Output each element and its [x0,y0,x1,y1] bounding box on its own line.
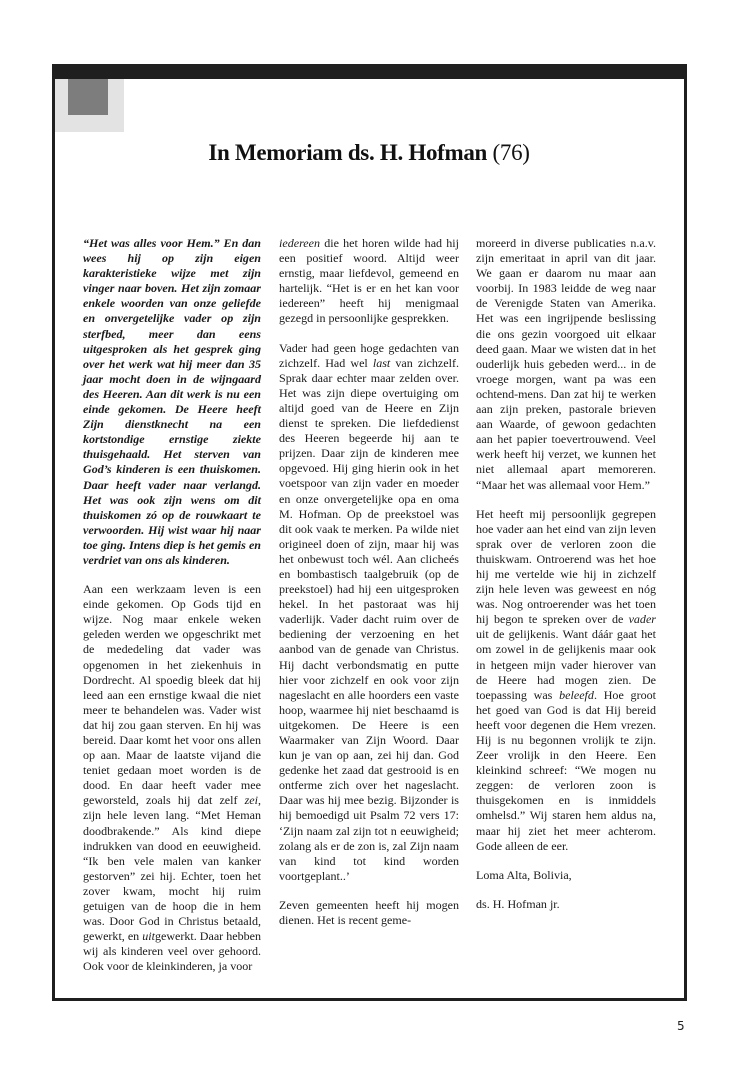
text-run: uit de gelijkenis. Want dáár gaat het om zowel in de gelijkenis maar ook in hetgeen mijn vader hierover van de Heere had mogen zien. De toepassing was [476,627,656,702]
emphasis: beleefd [559,687,594,702]
text-run: . Hoe groot het goed van God is dat Hij bereid heeft voor degenen die Hem vrezen. Hij is nu begonnen vrolijk te zijn. Zeer vrolijk in den Heere. Een kleinkind schreef: “We mogen nu zeggen: de verloren zoon is thuisgekomen en is inmiddels omhelsd.” Wij staren hem aldus na, maar hij ziet het meer achterom. Gode alleen de eer. [476,687,656,853]
text-run: van zichzelf. Sprak daar echter maar zelden over. Het was zijn diepe overtuiging om altijd goed van de Heere en Zijn dienst te spreken. Die liefdedienst des Heeren begeerde hij aan te prijzen. Daar zijn de kinderen mee opgevoed. Hij ging hierin ook in het voetspoor van zijn vader en moeder en onze onvergetelijke opa en oma M. Hofman. Op de preekstoel was dit ook vaak te merken. Pa wilde niet origineel doen of zijn, maar hij was het onbewust toch wél. Aan clicheés en bombastisch taalgebruik (op de preekstoel) had hij een uitgesproken hekel. In het pastoraat was hij vaderlijk. Vader dacht ruim over de bediening der verzoening en het aanbod van de genade van Christus. Hij dacht verbondsmatig en putte hier voor zichzelf en ook voor zijn nageslacht en alle hoorders een vaste hoop, waarmee hij niet beschaamd is uitgekomen. De Heere is een Waarmaker van Zijn Woord. Daar kun je van op aan, zei hij dan. God gedenke het zaad dat gestrooid is en ontferme zich over het nageslacht. Daar was hij mee bezig. Bijzonder is hij bemoedigd uit Psalm 72 vers 17: ‘Zijn naam zal zijn tot n eeuwigheid; zolang als er de zon is, zal Zijn naam van kind tot kind worden voortgeplant..’ [279,355,459,883]
page-number: 5 [677,1019,685,1033]
text-run: Aan een werkzaam leven is een einde gekomen. Op Gods tijd en wijze. Nog maar enkele weken geleden werden we opgeschrikt met de mededeling dat vader was opgenomen in het ziekenhuis in Dordrecht. Al spoedig bleek dat hij leed aan een ernstige kwaal die niet meer te behandelen was. Vader wist dat hij zou gaan sterven. En hij was bereid. Daar komt het voor ons allen op aan. Maar de laatste vijand die teniet gedaan moet worden is de dood. En daar heeft vader mee geworsteld, zoals hij dat zelf [83,582,261,808]
emphasis: vader [628,612,656,627]
column-2 [279,236,459,942]
corner-decoration-dark [68,79,108,115]
paragraph [279,236,459,327]
signature-name: ds. H. Hofman jr. [476,896,560,911]
text-run: die het horen wilde had hij een positief woord. Altijd weer ernstig, maar liefdevol, gemeend en hartelijk. “Het is er en het kan voor iedereen” heeft hij menigmaal gezegd in persoonlijke gesprekken. [279,236,459,326]
title-number: (76) [492,140,530,165]
article-title [40,140,698,166]
emphasis: last [372,355,391,370]
paragraph: Zeven gemeenten heeft hij mogen dienen. Het is recent geme- [279,897,459,928]
signature-place: Loma Alta, Bolivia, [476,867,572,882]
text-run: Vader had geen hoge gedachten van zichzelf. Had wel [279,340,459,370]
text-run: , zijn hele leven lang. “Met Heman doodbrakende.” Als kind diepe indrukken van dood en eeuwigheid. “Ik ben vele malen van kanker gestorven” zei hij. Echter, toen het zover kwam, mocht hij ruim getuigen van de hoop die in hem was. Door God in Christus betaald, gewerkt, en [83,793,261,944]
paragraph [476,507,656,854]
column-1 [83,236,261,989]
title-text: In Memoriam ds. H. Hofman [208,140,488,165]
emphasis: zei [244,793,258,808]
text-run: Het heeft mij persoonlijk gegrepen hoe vader aan het eind van zijn leven sprak over de verloren zoon die thuiskwam. Ontroerend was het hoe hij me vertelde wie hij in zichzelf zijn hele leven was geweest en nóg was. Nog ontroerender was het toen hij begon te spreken over de [476,506,656,627]
paragraph: moreerd in diverse publicaties n.a.v. zijn emeritaat in april van dit jaar. We gaan er daarom nu maar aan voorbij. In 1983 leidde de weg naar de Verenigde Staten van Amerika. Het was een ingrijpende beslissing die ons gezin voorgoed uit elkaar deed gaan. Maar we wisten dat in het ouderlijk huis gebeden werd... in de vroege morgen, want pa was een ochtend-mens. Dan zat hij te werken aan zijn preken, pastorale brieven aan Waarde, of gewoon gedachten aan het papier toevertrouwend. Veel werk heeft hij verzet, we kunnen het niet allemaal apart memoreren. “Maar het was allemaal voor Hem.” [476,236,656,492]
paragraph [279,341,459,884]
column-3 [476,236,656,926]
lead-paragraph: “Het was alles voor Hem.” En dan wees hij op zijn eigen karakteristieke wijze met zijn vinger naar boven. Het zijn zomaar enkele woorden van onze geliefde en onvergetelijke vader op zijn sterfbed, meer dan eens uitgesproken als het gesprek ging over het werk wat hij meer dan 35 jaar mocht doen in de wijngaard des Heeren. Aan dit werk is nu een einde gekomen. De Heere heeft Zijn dienstknecht na een kortstondige ernstige ziekte thuisgehaald. Het sterven van God’s kinderen is een thuiskomen. Daar heeft vader naar verlangd. Het was ook zijn wens om dit thuiskomen zó op de rouwkaart te verwoorden. Hij wist waar hij naar toe ging. Intens diep is het gemis en verdriet van ons als kinderen. [83,236,261,567]
text-run: gewerkt. Daar hebben wij als kinderen veel over gehoord. Ook voor de kleinkinderen, ja voor [83,929,261,974]
paragraph [83,582,261,974]
emphasis: uit [142,929,155,944]
emphasis: iedereen [279,236,321,250]
